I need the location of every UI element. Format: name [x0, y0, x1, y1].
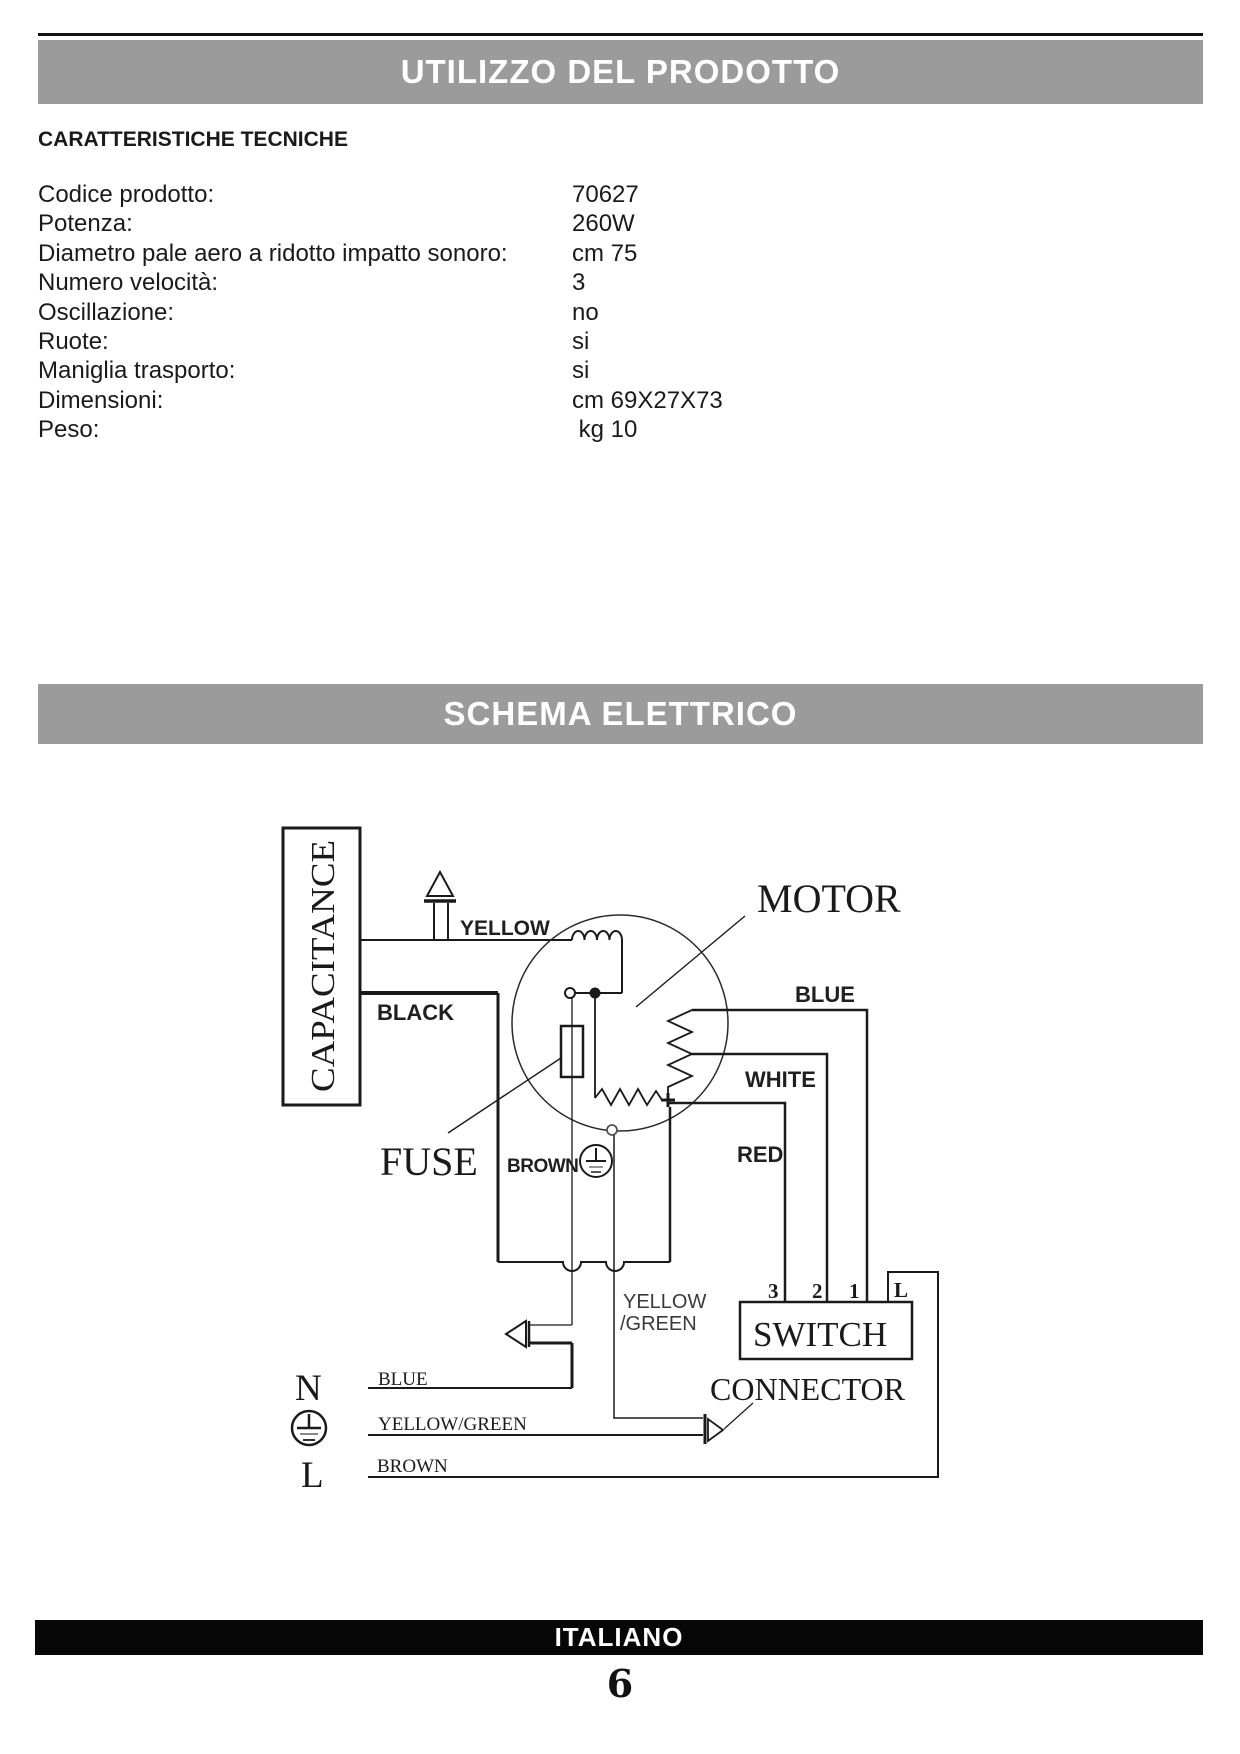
earth-wire-label-line2: /GREEN	[620, 1313, 697, 1335]
spec-value: si	[572, 327, 590, 355]
terminal-symbol-top	[424, 872, 456, 940]
spec-row	[38, 240, 938, 269]
capacitance-label: CAPACITANCE	[305, 859, 342, 1092]
banner-schema-text: SCHEMA ELETTRICO	[443, 695, 798, 732]
spec-label: Peso:	[38, 416, 100, 444]
earth-wire	[614, 1135, 703, 1418]
spec-label: Ruote:	[38, 327, 109, 355]
connector-label: CONNECTOR	[710, 1371, 905, 1407]
spec-value: 260W	[572, 210, 635, 238]
spec-value: no	[572, 298, 599, 326]
spec-label: Numero velocità:	[38, 269, 219, 297]
red-wire	[668, 1103, 785, 1302]
switch-terminal-2: 2	[812, 1279, 823, 1303]
brown-label: BROWN	[507, 1156, 579, 1177]
plug-brown-label: BROWN	[377, 1456, 448, 1477]
fuse-label: FUSE	[380, 1139, 478, 1184]
switch-terminal-1: 1	[849, 1279, 860, 1303]
spec-label: Diametro pale aero a ridotto impatto sonoro:	[38, 239, 508, 267]
connector-symbol-left	[506, 1321, 572, 1347]
yellow-label: YELLOW	[460, 917, 550, 940]
plug-terminal-l: L	[301, 1455, 324, 1496]
banner-utilizzo	[38, 40, 1203, 104]
spec-table	[38, 181, 938, 446]
motor-pointer-line	[636, 916, 745, 1007]
page-number: 6	[606, 1661, 634, 1706]
footer-language-bar	[35, 1620, 1203, 1655]
spec-row	[38, 416, 938, 445]
spec-row	[38, 269, 938, 298]
main-winding-zigzag	[668, 1010, 692, 1098]
motor-circle	[512, 915, 728, 1131]
spec-row	[38, 210, 938, 239]
spec-row	[38, 357, 938, 386]
motor-coil	[572, 931, 622, 940]
motor-frame-dot	[607, 1125, 617, 1135]
earth-symbol-plug	[292, 1411, 326, 1445]
switch-terminal-l: L	[894, 1278, 909, 1302]
spec-label: Potenza:	[38, 210, 133, 238]
banner-utilizzo-text: UTILIZZO DEL PRODOTTO	[400, 53, 841, 90]
spec-label: Maniglia trasporto:	[38, 357, 236, 385]
connector-symbol-right	[705, 1414, 723, 1444]
section-heading: CARATTERISTICHE TECNICHE	[38, 128, 348, 151]
spec-row	[38, 299, 938, 328]
plug-terminal-n: N	[295, 1368, 322, 1409]
plug-blue-label: BLUE	[378, 1369, 428, 1390]
aux-winding-zigzag	[595, 1089, 662, 1105]
spec-value: cm 69X27X73	[572, 386, 723, 414]
spec-value: si	[572, 357, 590, 385]
terminal-open-dot	[565, 988, 575, 998]
switch-terminal-3: 3	[768, 1279, 779, 1303]
black-label: BLACK	[377, 1000, 454, 1025]
junction-dot	[590, 988, 601, 999]
spec-row	[38, 328, 938, 357]
red-label: RED	[737, 1142, 784, 1167]
white-label: WHITE	[745, 1067, 816, 1092]
bus-wire	[498, 1262, 670, 1271]
top-rule	[38, 33, 1203, 36]
motor-label: MOTOR	[757, 876, 901, 921]
spec-row	[38, 387, 938, 416]
spec-value: cm 75	[572, 239, 638, 267]
spec-label: Oscillazione:	[38, 298, 175, 326]
spec-value: 70627	[572, 181, 639, 208]
switch-label: SWITCH	[753, 1315, 888, 1354]
earth-symbol-motor	[580, 1145, 612, 1177]
plug-yellow-green-label: YELLOW/GREEN	[378, 1414, 527, 1435]
spec-value: 3	[572, 269, 586, 297]
earth-wire-label-line1: YELLOW	[623, 1291, 707, 1313]
coil-link	[575, 940, 622, 993]
spec-label: Codice prodotto:	[38, 181, 215, 208]
footer-language-text: ITALIANO	[554, 1622, 684, 1652]
blue-label: BLUE	[795, 982, 855, 1007]
wiring-diagram	[0, 700, 1240, 1520]
spec-row	[38, 181, 938, 210]
spec-label: Dimensioni:	[38, 386, 164, 414]
spec-value: kg 10	[572, 416, 638, 444]
fuse-pointer-line	[448, 1058, 561, 1133]
